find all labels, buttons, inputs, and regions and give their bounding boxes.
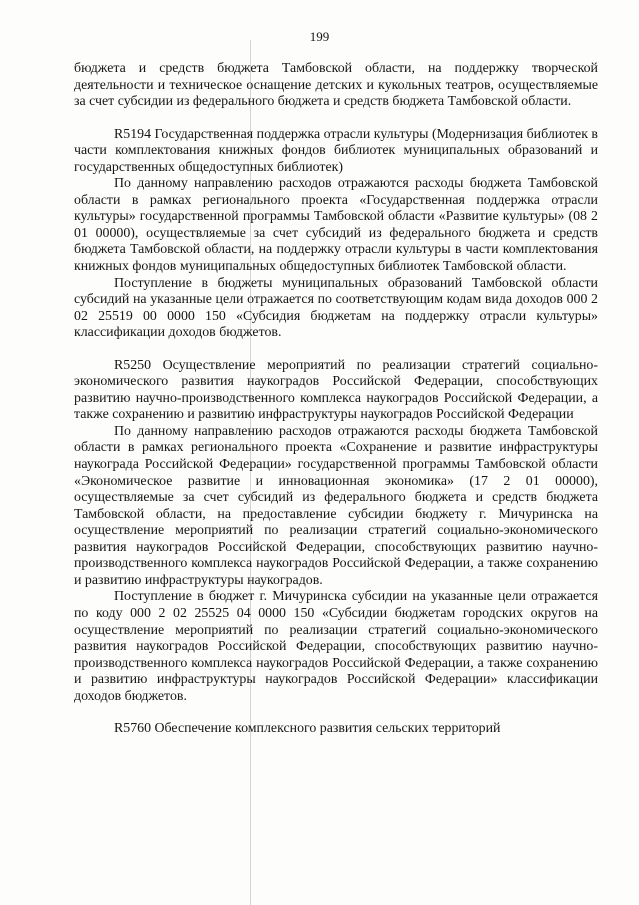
page-number: 199 bbox=[309, 29, 330, 44]
paragraph-r5194-expenses: По данному направлению расходов отражаются расходы бюджета Тамбовской области в рамках регионального проекта «Государственная поддержка отрасли культуры» государственной программы Тамбовской области «Развитие культуры» (08 2 01 00000), осуществляемые за счет субсидий из федерального бюджета и средств бюджета Тамбовской области, на поддержку отрасли культуры в части комплектования книжных фондов муниципальных общедоступных библиотек Тамбовской области. bbox=[74, 176, 598, 275]
paragraph-r5250-expenses: По данному направлению расходов отражаются расходы бюджета Тамбовской области в рамках регионального проекта «Сохранение и развитие инфраструктуры наукограда Российской Федерации» государственной программы Тамбовской области «Экономическое развитие и инновационная экономика» (17 2 01 00000), осуществляемые за счет субсидий из федерального бюджета и средств бюджета Тамбовской области, на предоставление субсидии бюджету г. Мичуринска на осуществление мероприятий по реализации стратегий социально-экономического развития наукоградов Российской Федерации, способствующих развитию научно-производственного комплекса наукоградов Российской Федерации, а также сохранению и развитию инфраструктуры наукоградов. bbox=[74, 423, 598, 588]
paragraph-r5194-income: Поступление в бюджеты муниципальных образований Тамбовской области субсидий на указанные цели отражается по соответствующим кодам вида доходов 000 2 02 25519 00 0000 150 «Субсидия бюджетам на поддержку отрасли культуры» классификации доходов бюджетов. bbox=[74, 275, 598, 341]
section-heading-r5250: R5250 Осуществление мероприятий по реализации стратегий социально-экономического развития наукоградов Российской Федерации, способствующих развитию научно-производственного комплекса наукоградов Российской Федерации, а также сохранению и развитию инфраструктуры наукоградов Российской Федерации bbox=[74, 357, 598, 423]
document-body bbox=[74, 61, 598, 738]
section-heading-r5760: R5760 Обеспечение комплексного развития сельских территорий bbox=[114, 721, 501, 737]
paragraph-continuation: бюджета и средств бюджета Тамбовской области, на поддержку творческой деятельности и техническое оснащение детских и кукольных театров, осуществляемые за счет субсидии из федерального бюджета и средств бюджета Тамбовской области. bbox=[74, 61, 598, 110]
section-heading-r5194: R5194 Государственная поддержка отрасли культуры (Модернизация библиотек в части комплектования книжных фондов библиотек муниципальных образований и государственных общедоступных библиотек) bbox=[74, 126, 598, 175]
paragraph-r5250-income: Поступление в бюджет г. Мичуринска субсидии на указанные цели отражается по коду 000 2 02 25525 04 0000 150 «Субсидии бюджетам городских округов на осуществление мероприятий по реализации стратегий социально-экономического развития наукоградов Российской Федерации, способствующих развитию научно-производственного комплекса наукоградов Российской Федерации, а также сохранению и развитию инфраструктуры наукоградов Российской Федерации» классификации доходов бюджетов. bbox=[74, 589, 598, 704]
